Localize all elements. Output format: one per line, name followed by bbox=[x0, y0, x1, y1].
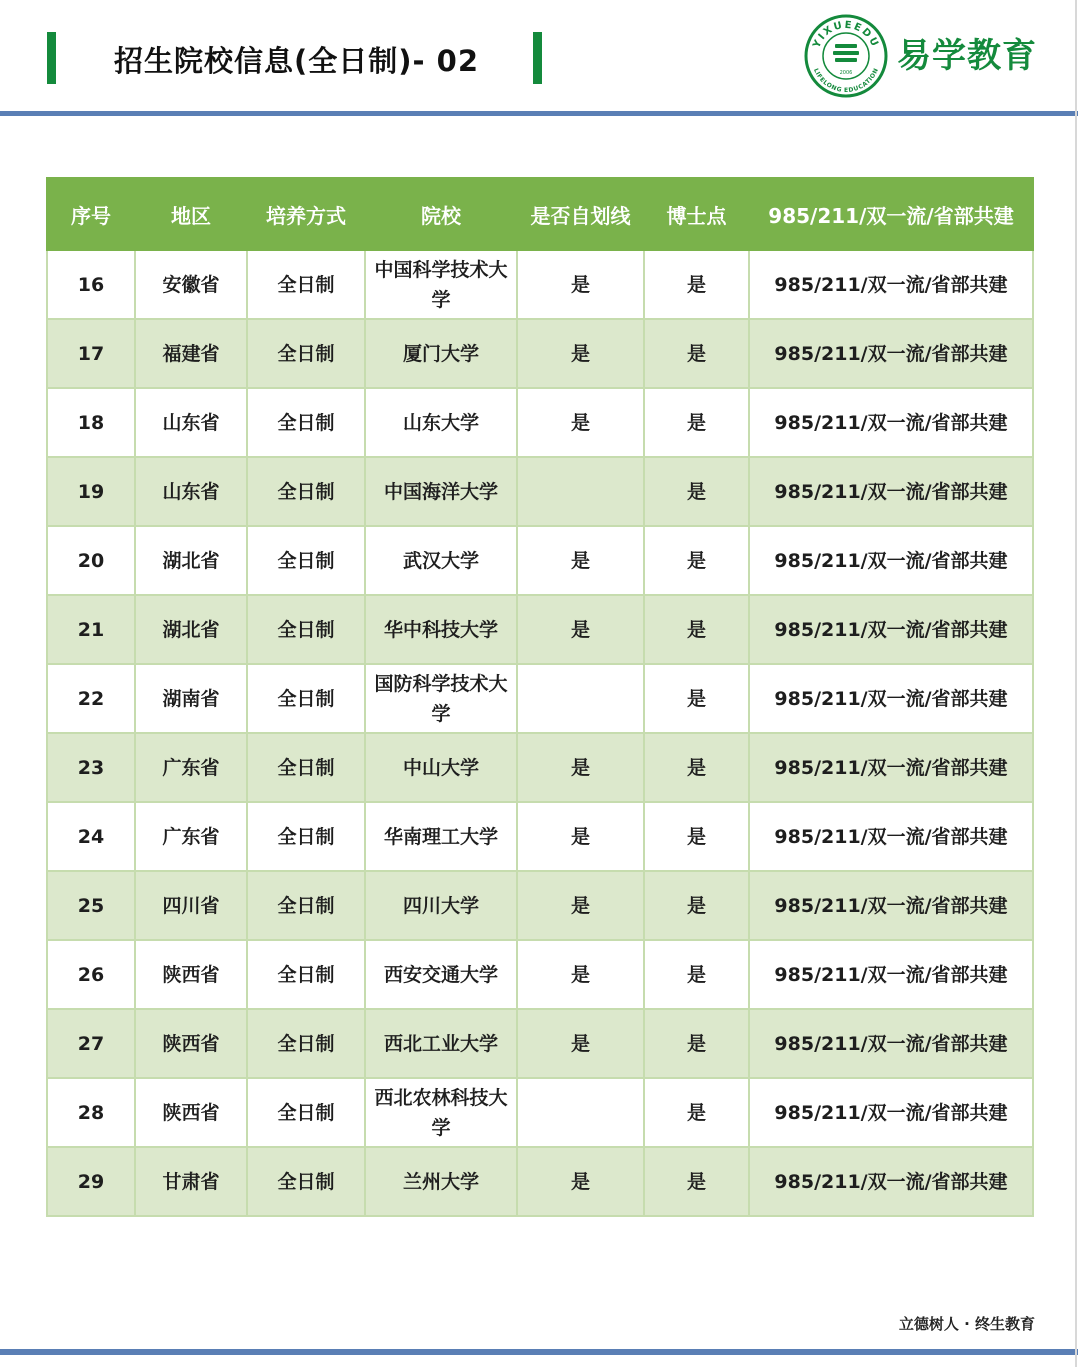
table-row bbox=[47, 250, 1033, 319]
cell-study-mode: 全日制 bbox=[247, 733, 365, 802]
cell-institution: 西北农林科技大学 bbox=[365, 1078, 517, 1147]
page-edge bbox=[1075, 0, 1077, 1367]
cell-study-mode: 全日制 bbox=[247, 1078, 365, 1147]
cell-institution: 厦门大学 bbox=[365, 319, 517, 388]
cell-region: 湖北省 bbox=[135, 526, 247, 595]
cell-study-mode: 全日制 bbox=[247, 388, 365, 457]
cell-index: 21 bbox=[47, 595, 135, 664]
cell-self-set-line: 是 bbox=[517, 1009, 644, 1078]
table-row bbox=[47, 388, 1033, 457]
cell-tier: 985/211/双一流/省部共建 bbox=[749, 457, 1033, 526]
cell-self-set-line: 是 bbox=[517, 595, 644, 664]
cell-self-set-line: 是 bbox=[517, 526, 644, 595]
cell-index: 18 bbox=[47, 388, 135, 457]
logo-year: 2006 bbox=[839, 70, 853, 76]
cell-index: 26 bbox=[47, 940, 135, 1009]
table-row bbox=[47, 457, 1033, 526]
cell-tier: 985/211/双一流/省部共建 bbox=[749, 388, 1033, 457]
header-tier: 985/211/双一流/省部共建 bbox=[749, 178, 1033, 250]
cell-institution: 山东大学 bbox=[365, 388, 517, 457]
cell-tier: 985/211/双一流/省部共建 bbox=[749, 1078, 1033, 1147]
cell-self-set-line: 是 bbox=[517, 802, 644, 871]
cell-region: 福建省 bbox=[135, 319, 247, 388]
cell-doctoral-program: 是 bbox=[644, 595, 749, 664]
cell-doctoral-program: 是 bbox=[644, 664, 749, 733]
cell-region: 安徽省 bbox=[135, 250, 247, 319]
table-row bbox=[47, 871, 1033, 940]
cell-tier: 985/211/双一流/省部共建 bbox=[749, 664, 1033, 733]
brand-name: 易学教育 bbox=[897, 36, 1037, 76]
cell-tier: 985/211/双一流/省部共建 bbox=[749, 1147, 1033, 1216]
cell-doctoral-program: 是 bbox=[644, 871, 749, 940]
cell-doctoral-program: 是 bbox=[644, 526, 749, 595]
table-row bbox=[47, 595, 1033, 664]
cell-doctoral-program: 是 bbox=[644, 1147, 749, 1216]
cell-index: 25 bbox=[47, 871, 135, 940]
cell-doctoral-program: 是 bbox=[644, 802, 749, 871]
cell-index: 27 bbox=[47, 1009, 135, 1078]
cell-tier: 985/211/双一流/省部共建 bbox=[749, 733, 1033, 802]
table-row bbox=[47, 802, 1033, 871]
footer-divider bbox=[0, 1349, 1078, 1355]
table-row bbox=[47, 1078, 1033, 1147]
cell-index: 24 bbox=[47, 802, 135, 871]
cell-doctoral-program: 是 bbox=[644, 388, 749, 457]
cell-tier: 985/211/双一流/省部共建 bbox=[749, 250, 1033, 319]
cell-index: 19 bbox=[47, 457, 135, 526]
page-title: 招生院校信息(全日制)- 02 bbox=[114, 44, 479, 78]
cell-region: 湖南省 bbox=[135, 664, 247, 733]
title-accent-bar-left bbox=[47, 32, 56, 84]
cell-region: 陕西省 bbox=[135, 940, 247, 1009]
table-row bbox=[47, 319, 1033, 388]
cell-region: 陕西省 bbox=[135, 1009, 247, 1078]
cell-self-set-line: 是 bbox=[517, 388, 644, 457]
cell-tier: 985/211/双一流/省部共建 bbox=[749, 595, 1033, 664]
cell-study-mode: 全日制 bbox=[247, 250, 365, 319]
header-index: 序号 bbox=[47, 178, 135, 250]
cell-institution: 西安交通大学 bbox=[365, 940, 517, 1009]
cell-study-mode: 全日制 bbox=[247, 319, 365, 388]
header-self-set-line: 是否自划线 bbox=[517, 178, 644, 250]
cell-tier: 985/211/双一流/省部共建 bbox=[749, 802, 1033, 871]
header-institution: 院校 bbox=[365, 178, 517, 250]
cell-doctoral-program: 是 bbox=[644, 457, 749, 526]
table-row bbox=[47, 1009, 1033, 1078]
header-region: 地区 bbox=[135, 178, 247, 250]
table-row bbox=[47, 733, 1033, 802]
cell-tier: 985/211/双一流/省部共建 bbox=[749, 1009, 1033, 1078]
cell-institution: 兰州大学 bbox=[365, 1147, 517, 1216]
table-row bbox=[47, 664, 1033, 733]
cell-index: 16 bbox=[47, 250, 135, 319]
cell-tier: 985/211/双一流/省部共建 bbox=[749, 526, 1033, 595]
cell-institution: 中国海洋大学 bbox=[365, 457, 517, 526]
cell-region: 陕西省 bbox=[135, 1078, 247, 1147]
cell-index: 20 bbox=[47, 526, 135, 595]
cell-study-mode: 全日制 bbox=[247, 1009, 365, 1078]
cell-index: 22 bbox=[47, 664, 135, 733]
cell-index: 28 bbox=[47, 1078, 135, 1147]
institution-table bbox=[46, 177, 1034, 1217]
cell-region: 广东省 bbox=[135, 802, 247, 871]
table-header-row bbox=[47, 178, 1033, 250]
cell-institution: 华中科技大学 bbox=[365, 595, 517, 664]
cell-institution: 四川大学 bbox=[365, 871, 517, 940]
table-row bbox=[47, 526, 1033, 595]
cell-region: 四川省 bbox=[135, 871, 247, 940]
cell-study-mode: 全日制 bbox=[247, 940, 365, 1009]
logo-text-top: YIXUEEDU bbox=[811, 19, 881, 50]
cell-doctoral-program: 是 bbox=[644, 1078, 749, 1147]
logo-text-bottom: LIFELONG EDUCATION bbox=[812, 67, 880, 95]
cell-institution: 华南理工大学 bbox=[365, 802, 517, 871]
cell-study-mode: 全日制 bbox=[247, 1147, 365, 1216]
cell-self-set-line: 是 bbox=[517, 940, 644, 1009]
cell-region: 甘肃省 bbox=[135, 1147, 247, 1216]
table-row bbox=[47, 1147, 1033, 1216]
cell-study-mode: 全日制 bbox=[247, 871, 365, 940]
cell-self-set-line bbox=[517, 664, 644, 733]
cell-tier: 985/211/双一流/省部共建 bbox=[749, 319, 1033, 388]
cell-index: 23 bbox=[47, 733, 135, 802]
cell-doctoral-program: 是 bbox=[644, 733, 749, 802]
title-accent-bar-right bbox=[533, 32, 542, 84]
header-doctoral-program: 博士点 bbox=[644, 178, 749, 250]
cell-region: 山东省 bbox=[135, 388, 247, 457]
cell-self-set-line bbox=[517, 1078, 644, 1147]
brand-logo-icon bbox=[804, 14, 888, 98]
cell-study-mode: 全日制 bbox=[247, 526, 365, 595]
cell-region: 广东省 bbox=[135, 733, 247, 802]
cell-self-set-line bbox=[517, 457, 644, 526]
cell-region: 湖北省 bbox=[135, 595, 247, 664]
cell-index: 17 bbox=[47, 319, 135, 388]
cell-study-mode: 全日制 bbox=[247, 457, 365, 526]
cell-self-set-line: 是 bbox=[517, 1147, 644, 1216]
cell-doctoral-program: 是 bbox=[644, 250, 749, 319]
cell-study-mode: 全日制 bbox=[247, 802, 365, 871]
footer-slogan: 立德树人 · 终生教育 bbox=[898, 1315, 1035, 1333]
header-divider bbox=[0, 111, 1078, 116]
cell-doctoral-program: 是 bbox=[644, 940, 749, 1009]
cell-tier: 985/211/双一流/省部共建 bbox=[749, 940, 1033, 1009]
cell-self-set-line: 是 bbox=[517, 319, 644, 388]
header-study-mode: 培养方式 bbox=[247, 178, 365, 250]
cell-institution: 武汉大学 bbox=[365, 526, 517, 595]
cell-index: 29 bbox=[47, 1147, 135, 1216]
cell-tier: 985/211/双一流/省部共建 bbox=[749, 871, 1033, 940]
cell-doctoral-program: 是 bbox=[644, 1009, 749, 1078]
cell-study-mode: 全日制 bbox=[247, 664, 365, 733]
cell-institution: 中国科学技术大学 bbox=[365, 250, 517, 319]
cell-self-set-line: 是 bbox=[517, 733, 644, 802]
cell-institution: 中山大学 bbox=[365, 733, 517, 802]
table-row bbox=[47, 940, 1033, 1009]
cell-self-set-line: 是 bbox=[517, 871, 644, 940]
cell-study-mode: 全日制 bbox=[247, 595, 365, 664]
cell-doctoral-program: 是 bbox=[644, 319, 749, 388]
cell-institution: 西北工业大学 bbox=[365, 1009, 517, 1078]
cell-region: 山东省 bbox=[135, 457, 247, 526]
cell-institution: 国防科学技术大学 bbox=[365, 664, 517, 733]
cell-self-set-line: 是 bbox=[517, 250, 644, 319]
